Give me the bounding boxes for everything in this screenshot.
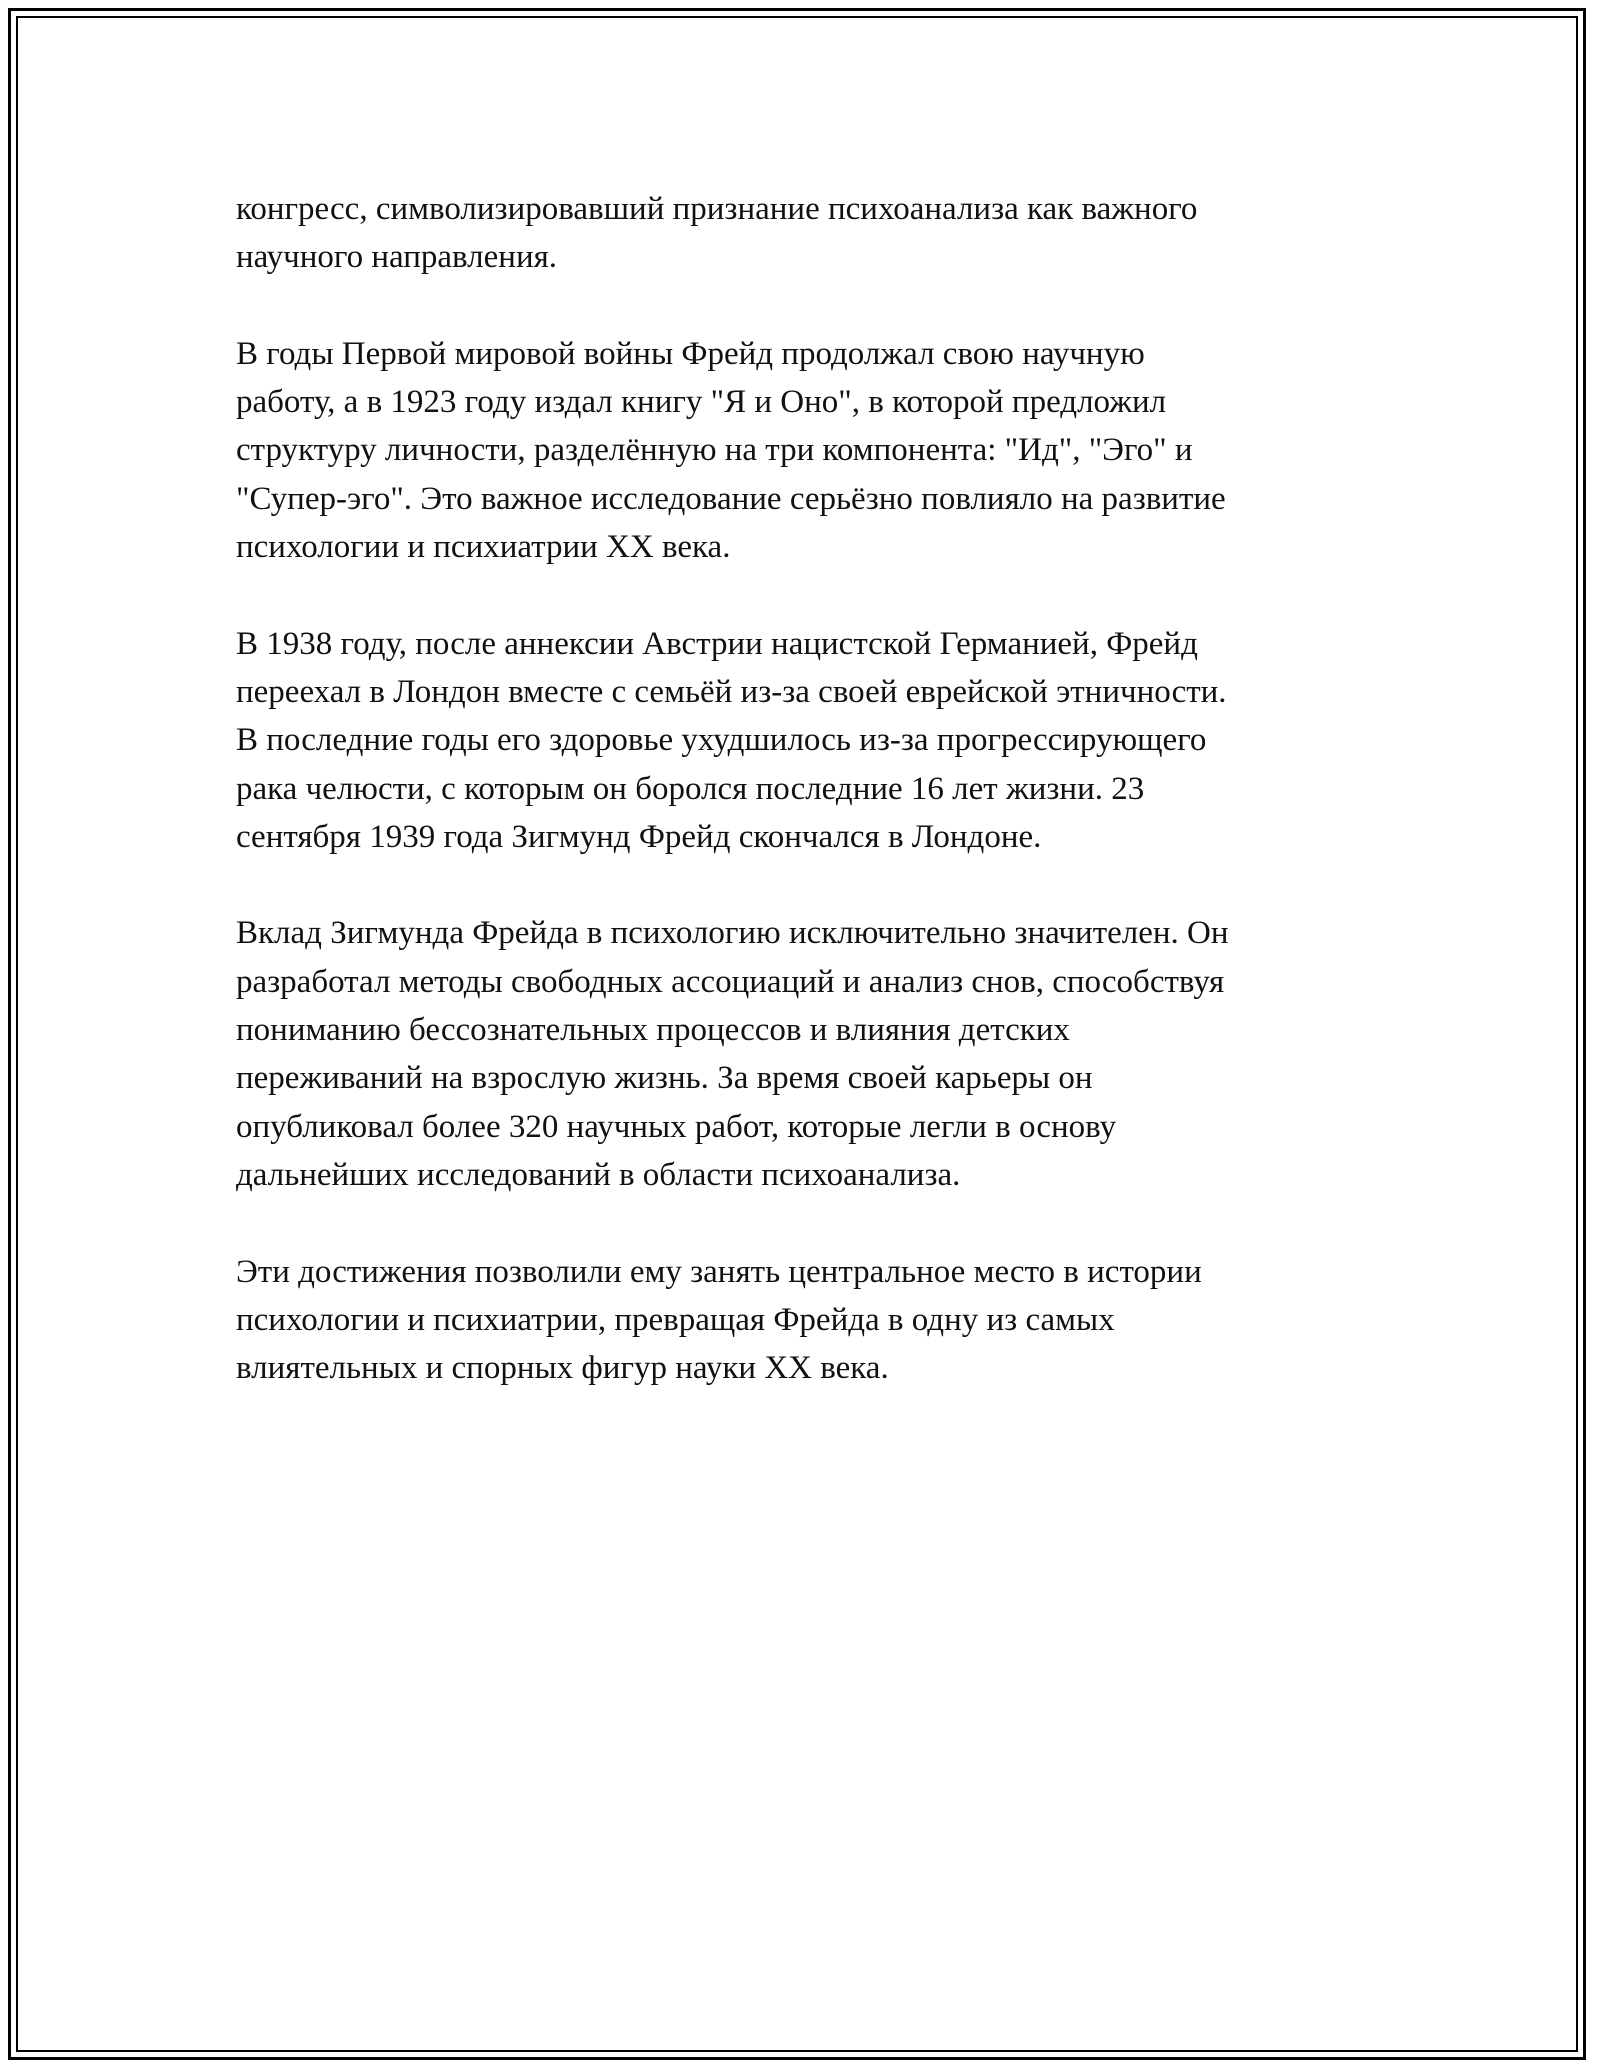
text-line: В 1938 году, после аннексии Австрии нацистской Германией, Фрейд (236, 625, 1198, 662)
text-line: В последние годы его здоровье ухудшилось из-за прогрессирующего (236, 722, 1207, 759)
text-line: конгресс, символизировавший признание психоанализа как важного (236, 191, 1198, 227)
text-line: В годы Первой мировой войны Фрейд продолжал свою научную (236, 335, 1145, 372)
text-line: сентября 1939 года Зигмунд Фрейд скончался в Лондоне. (236, 818, 1042, 855)
text-line: научного направления. (236, 239, 558, 276)
paragraph-5 (236, 1248, 1386, 1393)
document-body (236, 185, 1386, 1441)
text-line: структуру личности, разделённую на три компонента: "Ид", "Эго" и (236, 432, 1193, 469)
text-line: дальнейших исследований в области психоанализа. (236, 1156, 961, 1193)
paragraph-3 (236, 620, 1386, 861)
text-line: влиятельных и спорных фигур науки XX века. (236, 1350, 889, 1387)
text-line: переживаний на взрослую жизнь. За время своей карьеры он (236, 1060, 1093, 1097)
text-line: пониманию бессознательных процессов и влияния детских (236, 1012, 1070, 1049)
text-line: опубликовал более 320 научных работ, которые легли в основу (236, 1108, 1117, 1145)
paragraph-4 (236, 909, 1386, 1199)
text-line: Эти достижения позволили ему занять центральное место в истории (236, 1253, 1202, 1290)
text-line: разработал методы свободных ассоциаций и анализ снов, способствуя (236, 963, 1225, 1000)
paragraph-1 (236, 185, 1386, 282)
text-line: работу, а в 1923 году издал книгу "Я и Оно", в которой предложил (236, 384, 1167, 421)
text-line: психологии и психиатрии XX века. (236, 529, 731, 566)
text-line: "Супер-эго". Это важное исследование серьёзно повлияло на развитие (236, 480, 1226, 517)
text-line: психологии и психиатрии, превращая Фрейда в одну из самых (236, 1301, 1115, 1338)
text-line: рака челюсти, с которым он боролся последние 16 лет жизни. 23 (236, 770, 1145, 807)
text-line: Вклад Зигмунда Фрейда в психологию исключительно значителен. Он (236, 915, 1229, 952)
text-line: переехал в Лондон вместе с семьёй из-за своей еврейской этничности. (236, 673, 1227, 710)
paragraph-2 (236, 330, 1386, 571)
